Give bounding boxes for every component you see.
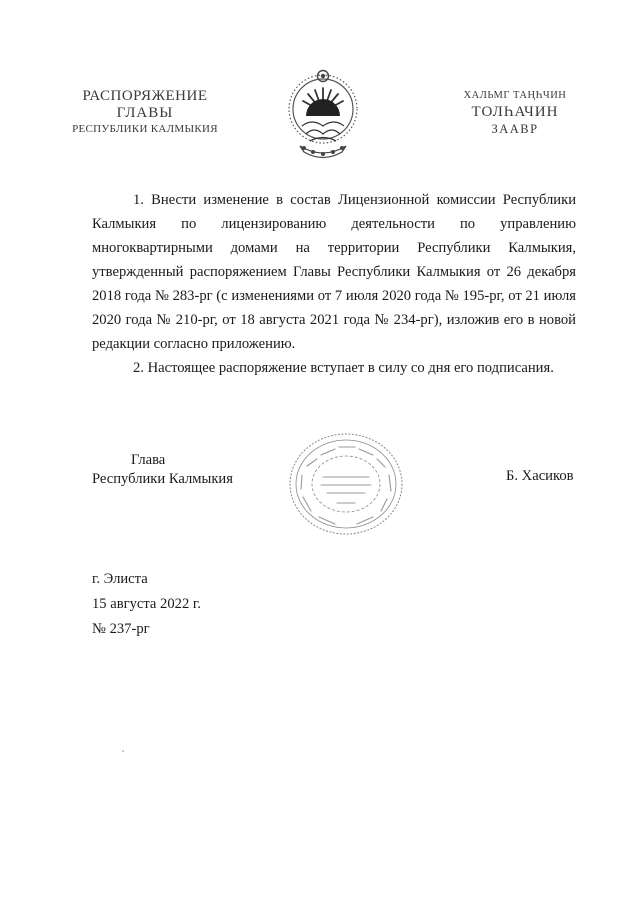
header-left-line1: РАСПОРЯЖЕНИЕ <box>82 88 208 104</box>
signatory-title <box>92 451 233 489</box>
header-right-line1: ХАЛЬМГ ТАҢҺЧИН <box>463 90 567 101</box>
header-right-line2: ТОЛҺАЧИН <box>471 104 559 120</box>
header-right-block <box>420 88 610 138</box>
footer-date: 15 августа 2022 г. <box>92 596 201 612</box>
order-body <box>92 188 576 380</box>
paragraph-1: 1. Внести изменение в состав Лицензионной комиссии Республики Калмыкия по лицензированию деятельности по управлению многоквартирными домами на территории Республики Калмыкия, утвержденный распоряжением Главы Республики Калмыкия от 26 декабря 2018 года № 283-рг (с изменениями от 7 июля 2020 года № 195-рг, от 21 июля 2020 года № 210-рг, от 18 августа 2021 года № 234-рг), изложив его в новой редакции согласно приложению. <box>92 192 576 352</box>
kalmykia-coat-of-arms-icon <box>282 64 364 162</box>
signatory-name: Б. Хасиков <box>506 468 574 484</box>
signatory-title-line2: Республики Калмыкия <box>92 471 233 487</box>
footer-city: г. Элиста <box>92 571 148 587</box>
signatory-title-line1: Глава <box>131 452 166 468</box>
header-left-block <box>50 88 240 136</box>
official-seal-stamp-icon <box>287 431 405 537</box>
paragraph-2: 2. Настоящее распоряжение вступает в силу со дня его подписания. <box>133 360 554 376</box>
header-left-line2: ГЛАВЫ <box>116 105 174 121</box>
header-left-line3: РЕСПУБЛИКИ КАЛМЫКИЯ <box>72 123 218 135</box>
header-right-line3: ЗААВР <box>491 122 539 136</box>
scan-speck <box>122 750 124 752</box>
document-footer <box>92 567 201 642</box>
footer-number: № 237-рг <box>92 621 150 637</box>
